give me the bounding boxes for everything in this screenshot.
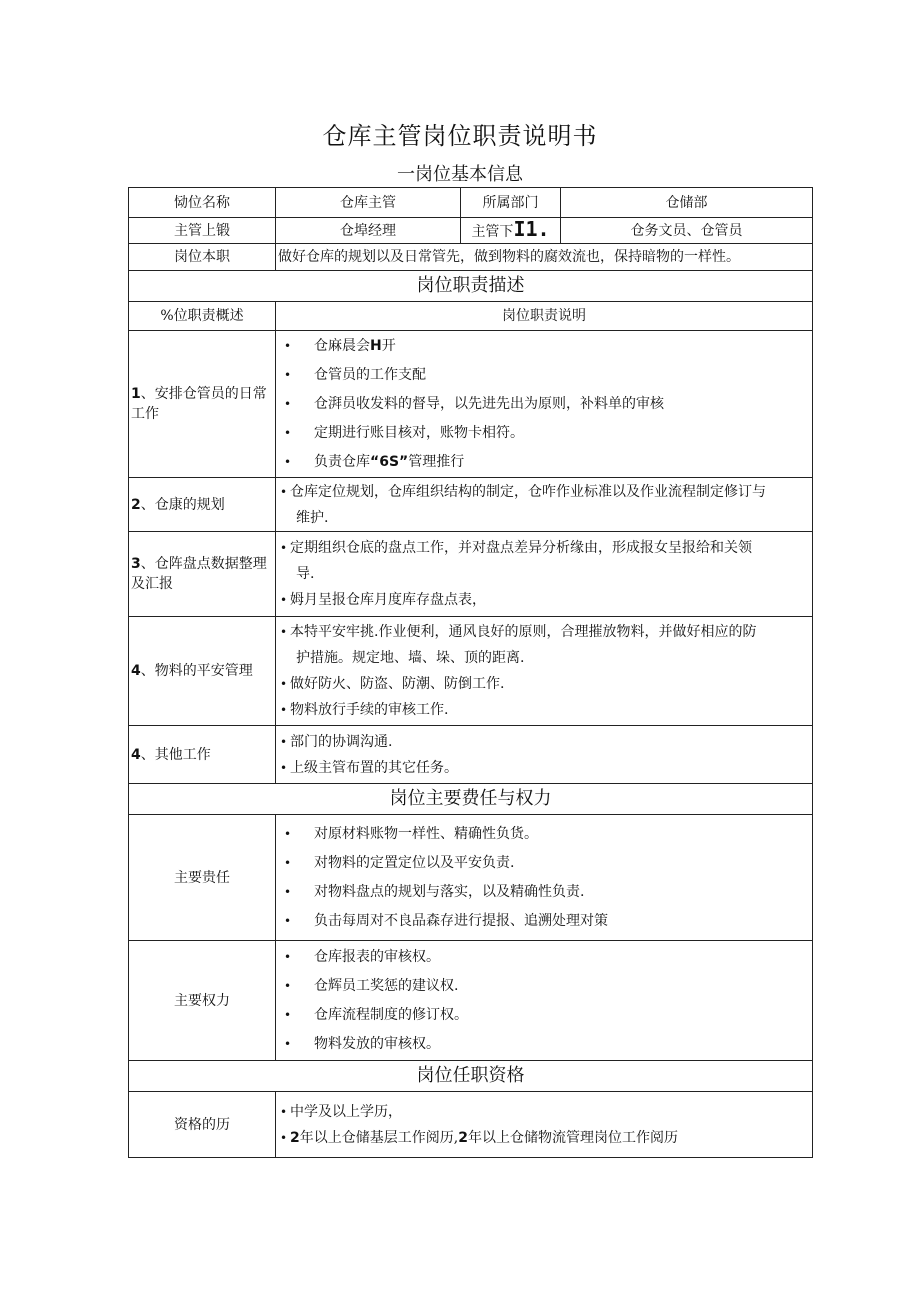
duty-3-detail xyxy=(276,532,813,617)
label-supervisor: 主管上锻 xyxy=(129,218,276,244)
list-item: • 定期进行账目核对，账物卡相符。 xyxy=(280,419,808,448)
duty-1-detail xyxy=(276,331,813,478)
list-item: • 部门的协调沟通. xyxy=(280,729,808,755)
value-core-duty: 做好仓库的规划以及日常管先，做到物料的腐效流也，保持暗物的一样性。 xyxy=(276,244,813,271)
section-basic-info: 一岗位基本信息 xyxy=(397,164,523,185)
responsibility-label: 主要贵任 xyxy=(129,815,276,941)
duty-5-detail xyxy=(276,726,813,784)
duty-4-number: 4 xyxy=(131,663,141,679)
duty-2-text: 、仓康的规划 xyxy=(140,496,225,513)
responsibility-detail xyxy=(276,815,813,941)
list-item: • 仓辉员工奖惩的建议权. xyxy=(280,972,808,1001)
duty-5-text: 、其他工作 xyxy=(140,746,211,763)
value-department: 仓储部 xyxy=(561,188,813,218)
duty-4-text: 、物料的平安管理 xyxy=(140,663,253,679)
list-item: • 上级主管布置的其它任务。 xyxy=(280,755,808,781)
list-item: • 本特平安牢挑.作业便利，通风良好的原则，合理摧放物料，并做好相应的防 护措施。规定地、墙、垛、顶的距离. xyxy=(280,619,808,671)
document-title: 仓库主管岗位职责说明书 xyxy=(322,122,598,150)
list-item: • 仓管员的工作支配 xyxy=(280,361,808,390)
duty-2-number: 2 xyxy=(131,496,141,513)
duty-2-label xyxy=(129,478,276,532)
list-item: • 中学及以上学历， xyxy=(280,1099,808,1125)
label-position-name: 恸位名称 xyxy=(129,188,276,218)
duty-5-label xyxy=(129,726,276,784)
list-item: • 仓库定位规划，仓库组织结构的制定，仓咋作业标准以及作业流程制定修订与 维护. xyxy=(280,479,808,531)
duty-3-text: 、仓阵盘点数据整理及汇报 xyxy=(131,556,267,592)
duty-2-detail xyxy=(276,478,813,532)
authority-label: 主要权力 xyxy=(129,941,276,1061)
job-description-table xyxy=(128,187,813,1158)
list-item: • 仓麻晨会H开 xyxy=(280,332,808,361)
label-core-duty: 岗位本职 xyxy=(129,244,276,271)
list-item: • 物料发放的审核权。 xyxy=(280,1030,808,1059)
duty-3-label xyxy=(129,532,276,617)
section-duty-description: 岗位职责描述 xyxy=(129,271,813,302)
list-item: • 负击每周对不良品森存进行提报、追溯处理对策 xyxy=(280,907,808,936)
list-item: • 仓库流程制度的修订权。 xyxy=(280,1001,808,1030)
duty-4-label xyxy=(129,617,276,726)
section-qualification: 岗位任职资格 xyxy=(129,1061,813,1092)
header-duty-detail: 岗位职责说明 xyxy=(276,302,813,331)
duty-5-number: 4 xyxy=(131,746,141,763)
value-position-name: 仓库主管 xyxy=(276,188,461,218)
label-department: 所属部门 xyxy=(461,188,561,218)
label-subordinate xyxy=(461,218,561,244)
duty-4-detail xyxy=(276,617,813,726)
qualification-label: 资格的历 xyxy=(129,1092,276,1158)
duty-3-number: 3 xyxy=(131,556,141,572)
list-item: • 对原材料账物一样性、精确性负货。 xyxy=(280,820,808,849)
list-item: • 对物料的定置定位以及平安负责. xyxy=(280,849,808,878)
value-subordinate: 仓务文员、仓管员 xyxy=(561,218,813,244)
label-subordinate-text: 主管下 xyxy=(471,224,514,240)
list-item: • 负责仓库“6S”管理推行 xyxy=(280,448,808,477)
list-item: • 仓湃员收发料的督导，以先进先出为原则，补料单的审核 xyxy=(280,390,808,419)
authority-detail xyxy=(276,941,813,1061)
label-subordinate-mark: I1. xyxy=(513,217,550,241)
list-item: • 定期组织仓底的盘点工作，并对盘点差异分析缘由，形成报女呈报给和关领 导. xyxy=(280,535,808,587)
duty-1-number: 1 xyxy=(131,386,141,402)
section-responsibility-authority: 岗位主要费任与权力 xyxy=(129,784,813,815)
list-item: • 对物料盘点的规划与落实，以及精确性负责. xyxy=(280,878,808,907)
list-item: • 姆月呈报仓库月度库存盘点表， xyxy=(280,587,808,613)
duty-1-label xyxy=(129,331,276,478)
header-duty-summary: %位职责概述 xyxy=(129,302,276,331)
qualification-detail xyxy=(276,1092,813,1158)
value-supervisor: 仓埠经理 xyxy=(276,218,461,244)
list-item: • 仓库报表的审核权。 xyxy=(280,943,808,972)
list-item: • 物料放行手续的审核工作. xyxy=(280,697,808,723)
list-item: • 2年以上仓储基层工作阅历,2年以上仓储物流管理岗位工作阅历 xyxy=(280,1125,808,1151)
duty-1-text: 、安排仓管员的日常工作 xyxy=(131,386,267,422)
list-item: • 做好防火、防盗、防潮、防倒工作. xyxy=(280,671,808,697)
